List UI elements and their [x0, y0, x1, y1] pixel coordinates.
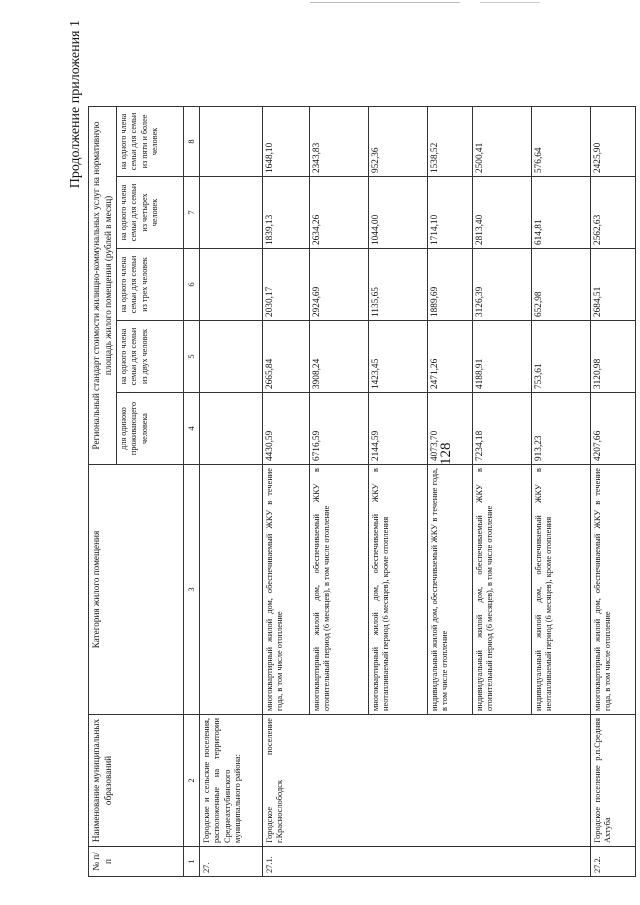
subheader-family-5: на одного члена семьи для семьи из пяти и более человек: [117, 106, 184, 176]
header-row: [89, 106, 117, 876]
value-cell: 913,23: [531, 393, 590, 465]
value-cell: 1423,45: [368, 321, 427, 393]
column-number-row: [184, 106, 200, 876]
column-number: 8: [184, 106, 200, 176]
value-cell: 6716,59: [309, 393, 368, 465]
value-cell: 4207,66: [590, 393, 635, 465]
value-cell: 3120,98: [590, 321, 635, 393]
value-cell: 4430,59: [262, 393, 309, 465]
value-cell: 4188,91: [472, 321, 531, 393]
section-number: 27.: [199, 847, 262, 877]
value-cell: 4073,70: [427, 393, 472, 465]
value-cell: 3908,24: [309, 321, 368, 393]
subheader-family-2: на одного члена семьи для семьи из двух человек: [117, 321, 184, 393]
value-cell: 2813,40: [472, 177, 531, 249]
value-cell: 1135,65: [368, 249, 427, 321]
appendix-label: Продолжение приложения 1: [68, 20, 83, 189]
row-number: 27.2.: [590, 847, 635, 877]
housing-category: многоквартирный жилой дом, обеспечиваемый ЖКУ в течение года, в том числе отопление: [590, 465, 635, 715]
value-cell: 2634,26: [309, 177, 368, 249]
value-cell: 1538,52: [427, 106, 472, 176]
column-number: 7: [184, 177, 200, 249]
column-number: 1: [184, 847, 200, 877]
value-cell: 952,36: [368, 106, 427, 176]
section-name: Городские и сельские поселения, расположенные на территории Среднеахтубинского муниципального района:: [199, 715, 262, 847]
municipality-name: Городское поселение р.п.Средняя Ахтуба: [590, 715, 635, 847]
housing-category: многоквартирный жилой дом, обеспечиваемый ЖКУ в течение года, в том числе отопление: [262, 465, 309, 715]
municipality-name: Городское поселение г.Краснослободск: [262, 715, 590, 847]
column-number: 2: [184, 715, 200, 847]
column-number: 4: [184, 393, 200, 465]
value-cell: 1889,69: [427, 249, 472, 321]
value-cell: 2030,17: [262, 249, 309, 321]
value-cell: 1839,13: [262, 177, 309, 249]
housing-category: индивидуальный жилой дом, обеспечиваемый ЖКУ в отопительный период (6 месяцев), в том числе отопление: [472, 465, 531, 715]
table-row: [262, 106, 309, 876]
column-number: 6: [184, 249, 200, 321]
page-number: 128: [438, 442, 454, 465]
value-cell: 2500,41: [472, 106, 531, 176]
column-number: 5: [184, 321, 200, 393]
value-cell: 2343,83: [309, 106, 368, 176]
col-header-number: № п/п: [89, 847, 184, 877]
value-cell: 1648,10: [262, 106, 309, 176]
value-cell: 1714,10: [427, 177, 472, 249]
value-cell: 2144,59: [368, 393, 427, 465]
subheader-single: для одиноко проживающего человека: [117, 393, 184, 465]
value-cell: 2684,51: [590, 249, 635, 321]
subheader-family-4: на одного члена семьи для семьи из четырех человек: [117, 177, 184, 249]
col-header-municipality: Наименование муниципальных образований: [89, 715, 184, 847]
value-cell: 652,98: [531, 249, 590, 321]
housing-category: многоквартирный жилой дом, обеспечиваемый ЖКУ в неотапливаемый период (6 месяцев), кроме отопления: [368, 465, 427, 715]
housing-category: индивидуальный жилой дом, обеспечиваемый ЖКУ в неотапливаемый период (6 месяцев), кроме отопления: [531, 465, 590, 715]
value-cell: 2665,84: [262, 321, 309, 393]
value-cell: 576,64: [531, 106, 590, 176]
value-cell: 7234,18: [472, 393, 531, 465]
housing-category: индивидуальный жилой дом, обеспечиваемый ЖКУ в течение года, в том числе отопление: [427, 465, 472, 715]
value-cell: 1044,00: [368, 177, 427, 249]
value-cell: 3126,39: [472, 249, 531, 321]
value-cell: 2425,90: [590, 106, 635, 176]
value-cell: 2924,69: [309, 249, 368, 321]
value-cell: 614,81: [531, 177, 590, 249]
value-cell: 2471,26: [427, 321, 472, 393]
col-header-standard: Региональный стандарт стоимости жилищно-коммунальных услуг на нормативную площадь жилого помещения (рублей в месяц): [89, 106, 117, 464]
value-cell: 2562,63: [590, 177, 635, 249]
column-number: 3: [184, 465, 200, 715]
tariff-table: [88, 106, 636, 877]
col-header-category: Категория жилого помещения: [89, 465, 184, 715]
housing-category: многоквартирный жилой дом, обеспечиваемый ЖКУ в отопительный период (6 месяцев), в том числе отопление: [309, 465, 368, 715]
section-row: [199, 106, 262, 876]
row-number: 27.1.: [262, 847, 590, 877]
subheader-family-3: на одного члена семьи для семьи из трех человек: [117, 249, 184, 321]
table-row: [590, 106, 635, 876]
value-cell: 753,61: [531, 321, 590, 393]
